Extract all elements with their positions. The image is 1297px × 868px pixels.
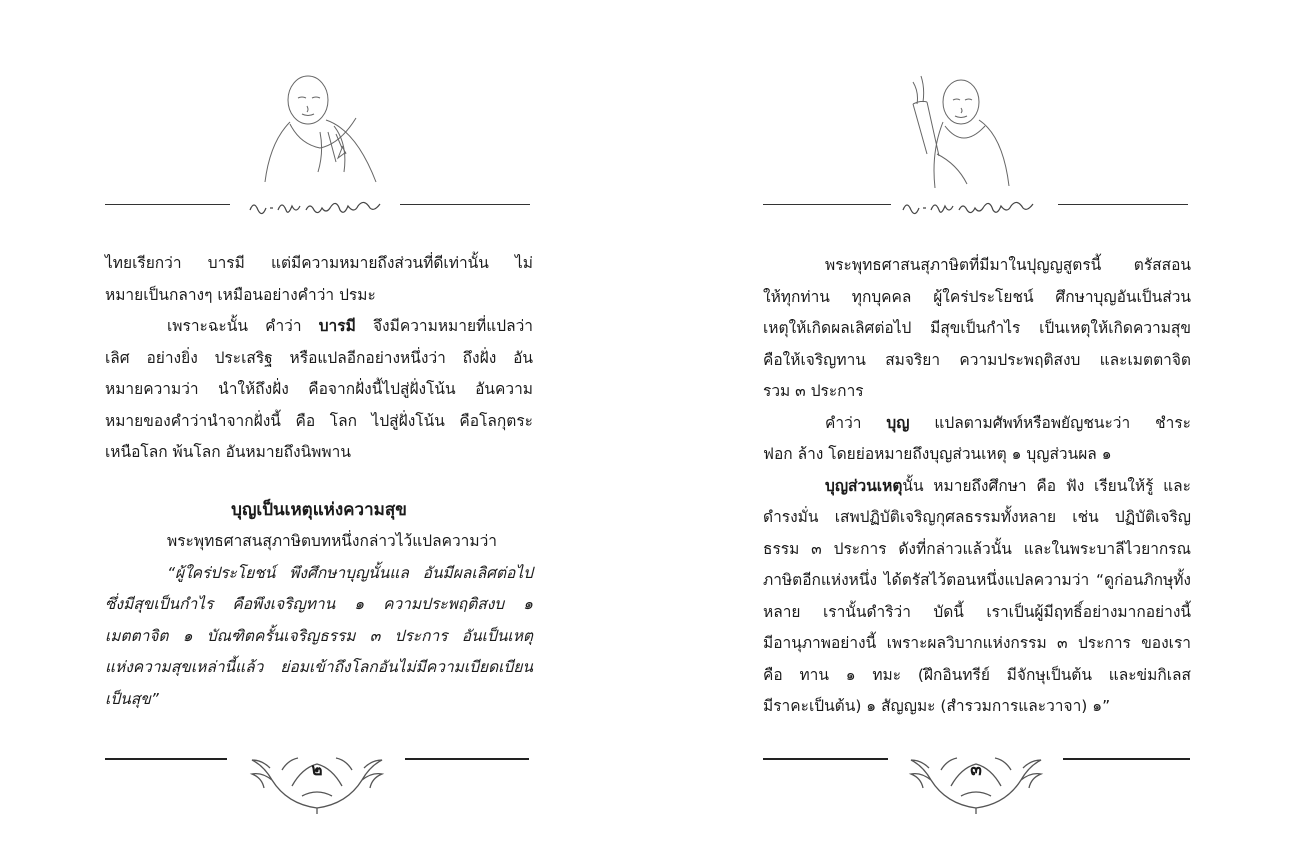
body-line: เหตุให้เกิดผลเลิศต่อไป มีสุขเป็นกำไร เป็นเหตุให้เกิดความสุข bbox=[763, 319, 1191, 337]
header-rule-right bbox=[1058, 204, 1188, 205]
right-page-body bbox=[763, 250, 1191, 723]
body-line: มีราคะเป็นต้น) ๑ สัญญมะ (สำรวมการและวาจา) ๑” bbox=[763, 697, 1111, 715]
body-line: มีอานุภาพอย่างนี้ เพราะผลวิบากแห่งกรรม ๓ ประการ ของเรา bbox=[763, 634, 1191, 652]
term-barami: บารมี bbox=[318, 317, 356, 335]
signature bbox=[893, 190, 1053, 220]
body-line: ฟอก ล้าง โดยย่อหมายถึงบุญส่วนเหตุ ๑ บุญส่วนผล ๑ bbox=[763, 445, 1112, 463]
monk-portrait-sketch bbox=[250, 62, 400, 192]
quote-line: เป็นสุข” bbox=[105, 689, 159, 708]
header-rule-right bbox=[400, 204, 530, 205]
quote-line: แห่งความสุขเหล่านี้แล้ว ย่อมเข้าถึงโลกอันไม่มีความเบียดเบียน bbox=[105, 658, 533, 676]
body-line: หลาย เรานั้นดำริว่า บัดนี้ เราเป็นผู้มีฤทธิ์อย่างมากอย่างนี้ bbox=[763, 602, 1191, 621]
footer-rule-left bbox=[763, 758, 888, 760]
left-page-body bbox=[105, 248, 533, 715]
body-line: หมายเป็นกลางๆ เหมือนอย่างคำว่า ปรมะ bbox=[105, 285, 376, 304]
body-line: ไทยเรียกว่า บารมี แต่มีความหมายถึงส่วนที่ดีเท่านั้น ไม่ bbox=[105, 254, 533, 272]
term-bun: บุญ bbox=[886, 413, 910, 432]
section-intro: พระพุทธศาสนสุภาษิตบทหนึ่งกล่าวไว้แปลความว่า bbox=[167, 532, 497, 550]
header-rule-left bbox=[105, 204, 230, 205]
header-rule-left bbox=[763, 204, 891, 205]
footer-rule-right bbox=[405, 758, 529, 760]
page-number: ๒ bbox=[311, 760, 323, 780]
page-number: ๓ bbox=[970, 760, 982, 780]
footer-rule-right bbox=[1063, 758, 1190, 760]
paragraph-start: บุญส่วนเหตุนั้น หมายถึงศึกษา คือ ฟัง เรียนให้รู้ และ bbox=[825, 476, 1191, 495]
body-line: ดำรงมั่น เสพปฏิบัติเจริญกุศลธรรมทั้งหลาย เช่น ปฏิบัติเจริญ bbox=[763, 508, 1191, 526]
quote-line: “ผู้ใคร่ประโยชน์ พึงศึกษาบุญนั้นแล อันมีผลเลิศต่อไป bbox=[167, 563, 533, 582]
body-line: คือให้เจริญทาน สมจริยา ความประพฤติสงบ และเมตตาจิต bbox=[763, 350, 1191, 369]
paragraph-start: เพราะฉะนั้น คำว่า บารมี จึงมีความหมายที่แปลว่า bbox=[167, 317, 533, 335]
body-line: คือ ทาน ๑ ทมะ (ฝึกอินทรีย์ มีจักษุเป็นต้น และข่มกิเลส bbox=[763, 665, 1191, 684]
quote-line: เมตตาจิต ๑ บัณฑิตครั้นเจริญธรรม ๓ ประการ อันเป็นเหตุ bbox=[105, 626, 533, 645]
body-line: เลิศ อย่างยิ่ง ประเสริฐ หรือแปลอีกอย่างหนึ่งว่า ถึงฝั่ง อัน bbox=[105, 348, 533, 367]
footer-rule-left bbox=[105, 758, 227, 760]
body-line: ภาษิตอีกแห่งหนึ่ง ได้ตรัสไว้ตอนหนึ่งแปลความว่า “ดูก่อนภิกษุทั้ง bbox=[763, 571, 1191, 589]
quote-line: ซึ่งมีสุขเป็นกำไร คือพึงเจริญทาน ๑ ความประพฤติสงบ ๑ bbox=[105, 595, 533, 613]
body-line: หมายความว่า นำให้ถึงฝั่ง คือจากฝั่งนี้ไปสู่ฝั่งโน้น อันความ bbox=[105, 380, 533, 398]
signature bbox=[240, 190, 395, 220]
paragraph-start: คำว่า บุญ แปลตามศัพท์หรือพยัญชนะว่า ชำระ bbox=[825, 413, 1191, 432]
body-line: พระพุทธศาสนสุภาษิตที่มีมาในปุญญสูตรนี้ ตรัสสอน bbox=[825, 256, 1191, 274]
section-heading: บุญเป็นเหตุแห่งความสุข bbox=[231, 499, 407, 520]
left-page bbox=[100, 0, 540, 868]
right-page bbox=[758, 0, 1198, 868]
term-bun-suan-het: บุญส่วนเหตุ bbox=[825, 476, 903, 495]
body-line: ธรรม ๓ ประการ ดังที่กล่าวแล้วนั้น และในพระบาลีไวยากรณ bbox=[763, 539, 1191, 558]
body-line: รวม ๓ ประการ bbox=[763, 382, 864, 400]
body-line: หมายของคำว่านำจากฝั่งนี้ คือ โลก ไปสู่ฝั่งโน้น คือโลกุตระ bbox=[105, 411, 533, 430]
monk-portrait-sketch bbox=[883, 62, 1033, 192]
body-line: เหนือโลก พ้นโลก อันหมายถึงนิพพาน bbox=[105, 443, 351, 461]
body-line: ให้ทุกท่าน ทุกบุคคล ผู้ใคร่ประโยชน์ ศึกษาบุญอันเป็นส่วน bbox=[763, 287, 1191, 306]
